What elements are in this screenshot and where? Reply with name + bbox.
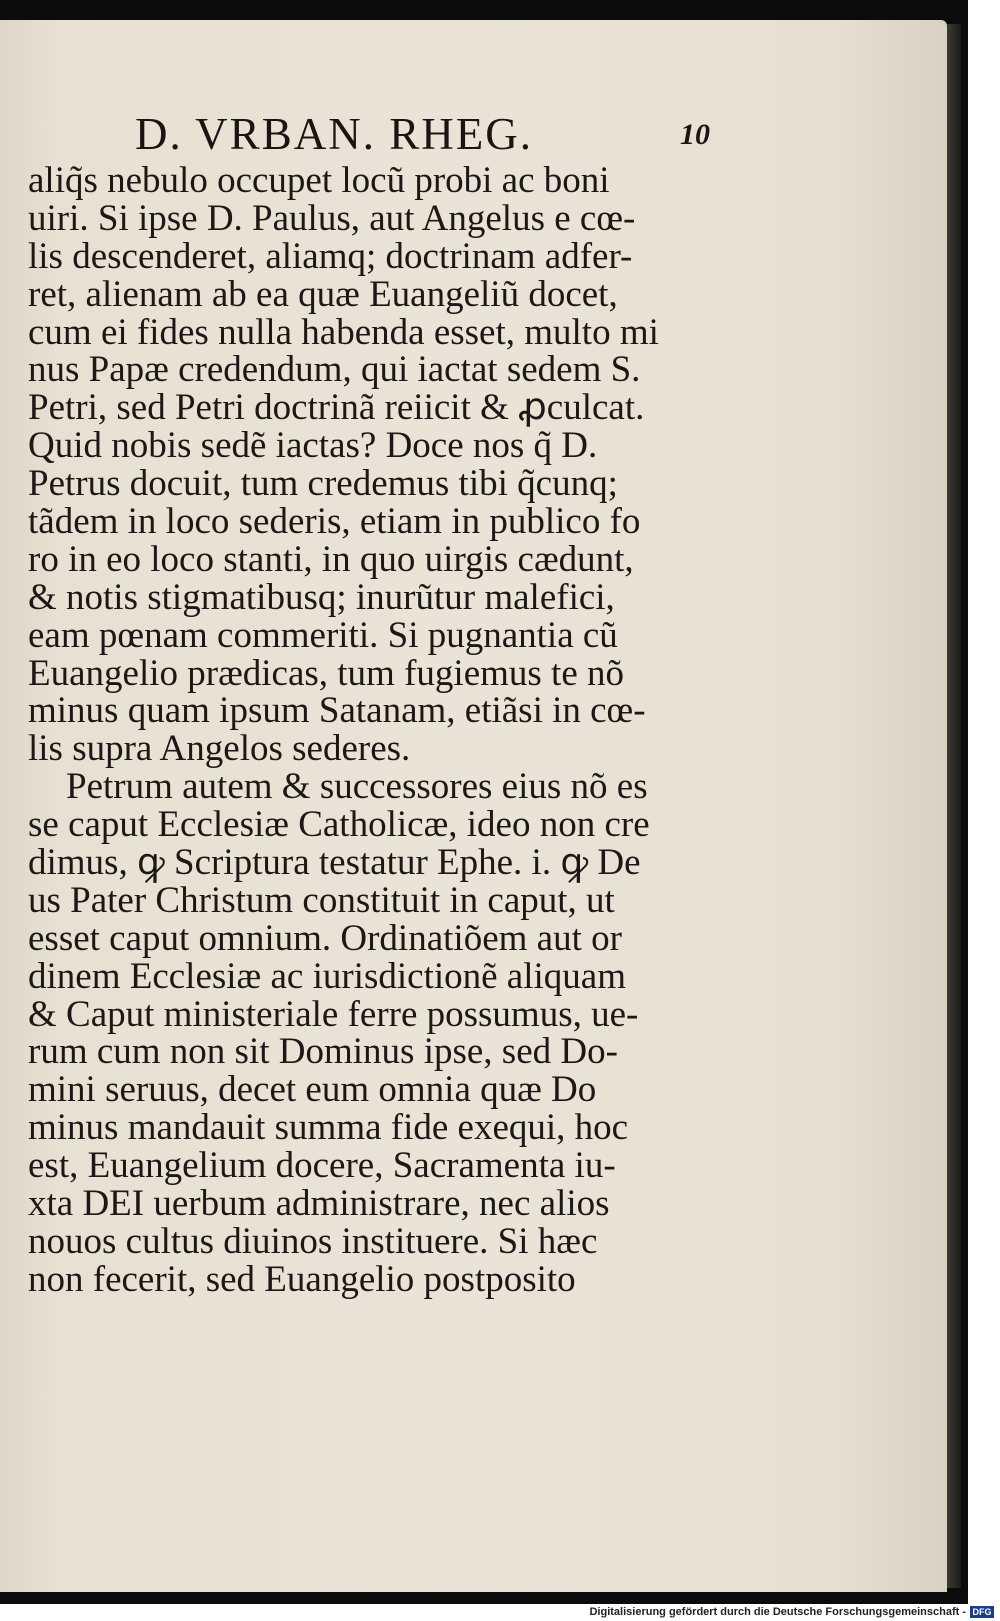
- text-line: minus mandauit summa fide exequi, hoc: [28, 1107, 629, 1149]
- digitization-credit: Digitalisierung gefördert durch die Deutsche Forschungsgemeinschaft -: [589, 1606, 966, 1618]
- text-line: nouos cultus diuinos instituere. Si hæc: [28, 1220, 598, 1262]
- text-line: & notis stigmatibusq; inurũtur malefici,: [28, 576, 615, 618]
- text-line: ret, alienam ab ea quæ Euangeliũ docet,: [28, 273, 618, 315]
- text-line: dinem Ecclesiæ ac iurisdictionẽ aliquam: [28, 955, 626, 997]
- text-line: Petri, sed Petri doctrinã reiicit & ꝓculcat.: [28, 387, 645, 429]
- text-line: est, Euangelium docere, Sacramenta iu-: [28, 1145, 616, 1187]
- text-line: Petrus docuit, tum credemus tibi q̃cunq;: [28, 463, 618, 505]
- text-line: nus Papæ credendum, qui iactat sedem S.: [28, 349, 641, 391]
- text-line: se caput Ecclesiæ Catholicæ, ideo non cre: [28, 804, 650, 846]
- text-line: mini seruus, decet eum omnia quæ Do: [28, 1069, 597, 1111]
- text-line: lis supra Angelos sederes.: [28, 728, 411, 770]
- body-text: [28, 162, 728, 1299]
- text-line: uiri. Si ipse D. Paulus, aut Angelus e cœ-: [28, 197, 636, 239]
- text-line: ro in eo loco stanti, in quo uirgis cædunt,: [28, 538, 634, 580]
- text-line: aliq̃s nebulo occupet locũ probi ac boni: [28, 160, 610, 201]
- text-line: cum ei fides nulla habenda esset, multo mi: [28, 311, 659, 353]
- page-edge: [947, 24, 961, 1588]
- text-line: minus quam ipsum Satanam, etiãsi in cœ-: [28, 690, 646, 732]
- text-line: rum cum non sit Dominus ipse, sed Do-: [28, 1031, 618, 1073]
- text-line: lis descenderet, aliamq; doctrinam adfer-: [28, 235, 633, 277]
- page-number: 10: [680, 118, 710, 151]
- text-line: dimus, ꝙ Scriptura testatur Ephe. i. ꝙ De: [28, 842, 641, 884]
- text-line: Quid nobis sedẽ iactas? Doce nos q̃ D.: [28, 425, 598, 467]
- text-line: eam pœnam commeriti. Si pugnantia cũ: [28, 614, 618, 656]
- text-line: us Pater Christum constituit in caput, ut: [28, 879, 615, 921]
- paragraph-start-line: Petrum autem & successores eius nõ es: [66, 766, 648, 808]
- running-head: D. VRBAN. RHEG.: [135, 109, 533, 159]
- dfg-logo: DFG: [970, 1606, 994, 1618]
- text-line: xta DEI uerbum administrare, nec alios: [28, 1183, 610, 1225]
- text-line: tãdem in loco sederis, etiam in publico fo: [28, 501, 641, 543]
- text-line: Euangelio prædicas, tum fugiemus te nõ: [28, 652, 624, 694]
- text-line: & Caput ministeriale ferre possumus, ue-: [28, 993, 639, 1035]
- text-line: esset caput omnium. Ordinatiõem aut or: [28, 917, 622, 959]
- text-line: non fecerit, sed Euangelio postposito: [28, 1258, 576, 1300]
